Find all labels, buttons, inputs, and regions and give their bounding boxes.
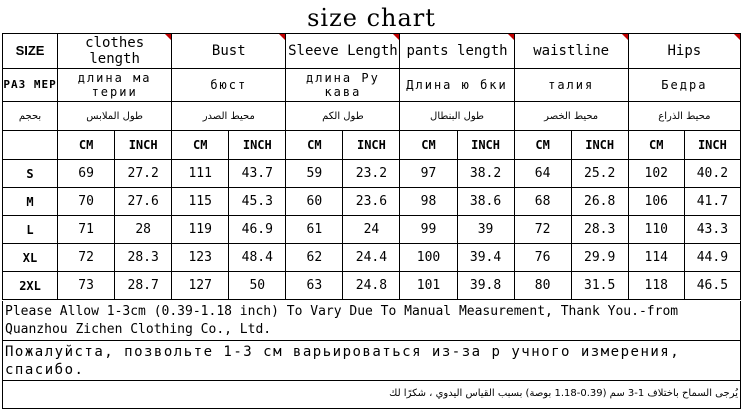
- hips-label: Hips: [667, 43, 702, 59]
- value-cell: 99: [400, 216, 457, 244]
- value-cell: 40.2: [684, 160, 740, 188]
- hips-header: [628, 34, 740, 69]
- size-header: SIZE: [3, 34, 58, 69]
- value-cell: 29.9: [571, 244, 628, 272]
- unit-inch: INCH: [115, 131, 172, 160]
- chart-title: size chart: [307, 4, 436, 32]
- corner-mark: [622, 34, 628, 40]
- value-cell: 46.9: [229, 216, 286, 244]
- value-cell: 38.2: [457, 160, 514, 188]
- value-cell: 71: [58, 216, 115, 244]
- value-cell: 72: [514, 216, 571, 244]
- value-cell: 59: [286, 160, 343, 188]
- value-cell: 98: [400, 188, 457, 216]
- value-cell: 23.6: [343, 188, 400, 216]
- table-row: [3, 160, 741, 188]
- value-cell: 76: [514, 244, 571, 272]
- clothes-length-header-ru: длина ма терии: [58, 69, 172, 102]
- value-cell: 44.9: [684, 244, 740, 272]
- value-cell: 26.8: [571, 188, 628, 216]
- value-cell: 24.8: [343, 272, 400, 300]
- value-cell: 68: [514, 188, 571, 216]
- waistline-label: waistline: [533, 43, 610, 59]
- value-cell: 43.3: [684, 216, 740, 244]
- pants-length-header-ru: Длина ю бки: [400, 69, 514, 102]
- header-row-english: [3, 34, 741, 69]
- pants-length-header-ar: طول البنطال: [400, 102, 514, 131]
- clothes-length-header: [58, 34, 172, 69]
- value-cell: 114: [628, 244, 684, 272]
- size-cell: S: [3, 160, 58, 188]
- header-row-russian: [3, 69, 741, 102]
- unit-row: [3, 131, 741, 160]
- sleeve-length-label: Sleeve Length: [288, 43, 398, 59]
- value-cell: 41.7: [684, 188, 740, 216]
- value-cell: 72: [58, 244, 115, 272]
- value-cell: 80: [514, 272, 571, 300]
- value-cell: 73: [58, 272, 115, 300]
- unit-cm: CM: [628, 131, 684, 160]
- corner-mark: [508, 34, 514, 40]
- clothes-length-header-ar: طول الملابس: [58, 102, 172, 131]
- value-cell: 69: [58, 160, 115, 188]
- unit-blank: [3, 131, 58, 160]
- value-cell: 31.5: [571, 272, 628, 300]
- pants-length-header: [400, 34, 514, 69]
- value-cell: 119: [172, 216, 229, 244]
- note-english: Please Allow 1-3cm (0.39-1.18 inch) To Vary Due To Manual Measurement, Thank You.-from Quanzhou Zichen Clothing Co., Ltd.: [2, 301, 741, 341]
- sleeve-length-header-ru: длина Ру кава: [286, 69, 400, 102]
- size-header-ru: РАЗ МЕР: [3, 69, 58, 102]
- hips-header-ru: Бедра: [628, 69, 740, 102]
- value-cell: 23.2: [343, 160, 400, 188]
- unit-inch: INCH: [229, 131, 286, 160]
- waistline-header-ru: талия: [514, 69, 628, 102]
- value-cell: 101: [400, 272, 457, 300]
- note-russian: Пожалуйста, позвольте 1-3 см варьироваться из-за р учного измерения, спасибо.: [2, 341, 741, 381]
- value-cell: 43.7: [229, 160, 286, 188]
- size-table: [2, 33, 741, 300]
- value-cell: 25.2: [571, 160, 628, 188]
- unit-cm: CM: [172, 131, 229, 160]
- unit-inch: INCH: [457, 131, 514, 160]
- size-cell: XL: [3, 244, 58, 272]
- unit-cm: CM: [286, 131, 343, 160]
- sleeve-length-header-ar: طول الكم: [286, 102, 400, 131]
- table-row: [3, 244, 741, 272]
- value-cell: 24.4: [343, 244, 400, 272]
- unit-cm: CM: [514, 131, 571, 160]
- value-cell: 97: [400, 160, 457, 188]
- value-cell: 28.7: [115, 272, 172, 300]
- table-row: [3, 188, 741, 216]
- bust-header-ar: محيط الصدر: [172, 102, 286, 131]
- value-cell: 118: [628, 272, 684, 300]
- size-cell: M: [3, 188, 58, 216]
- note-arabic: يُرجى السماح باختلاف 1-3 سم (0.39-1.18 بوصة) بسبب القياس اليدوي ، شكرًا لك: [2, 381, 741, 409]
- value-cell: 28.3: [115, 244, 172, 272]
- value-cell: 64: [514, 160, 571, 188]
- size-header-ar: بحجم: [3, 102, 58, 131]
- value-cell: 63: [286, 272, 343, 300]
- corner-mark: [734, 34, 740, 40]
- value-cell: 62: [286, 244, 343, 272]
- unit-cm: CM: [58, 131, 115, 160]
- table-row: [3, 272, 741, 300]
- corner-mark: [279, 34, 285, 40]
- unit-inch: INCH: [343, 131, 400, 160]
- size-rows: [3, 160, 741, 300]
- value-cell: 28.3: [571, 216, 628, 244]
- size-cell: 2XL: [3, 272, 58, 300]
- value-cell: 27.6: [115, 188, 172, 216]
- value-cell: 27.2: [115, 160, 172, 188]
- value-cell: 70: [58, 188, 115, 216]
- value-cell: 45.3: [229, 188, 286, 216]
- corner-mark: [165, 34, 171, 40]
- value-cell: 106: [628, 188, 684, 216]
- value-cell: 28: [115, 216, 172, 244]
- unit-cm: CM: [400, 131, 457, 160]
- value-cell: 50: [229, 272, 286, 300]
- corner-mark: [393, 34, 399, 40]
- value-cell: 60: [286, 188, 343, 216]
- value-cell: 24: [343, 216, 400, 244]
- value-cell: 110: [628, 216, 684, 244]
- waistline-header-ar: محيط الخصر: [514, 102, 628, 131]
- waistline-header: [514, 34, 628, 69]
- unit-inch: INCH: [571, 131, 628, 160]
- value-cell: 39: [457, 216, 514, 244]
- value-cell: 127: [172, 272, 229, 300]
- unit-inch: INCH: [684, 131, 740, 160]
- value-cell: 111: [172, 160, 229, 188]
- value-cell: 100: [400, 244, 457, 272]
- value-cell: 38.6: [457, 188, 514, 216]
- bust-header: [172, 34, 286, 69]
- bust-header-ru: бюст: [172, 69, 286, 102]
- value-cell: 39.8: [457, 272, 514, 300]
- header-row-arabic: [3, 102, 741, 131]
- value-cell: 115: [172, 188, 229, 216]
- size-cell: L: [3, 216, 58, 244]
- clothes-length-label: clothes length: [85, 35, 145, 67]
- value-cell: 39.4: [457, 244, 514, 272]
- value-cell: 46.5: [684, 272, 740, 300]
- table-row: [3, 216, 741, 244]
- bust-label: Bust: [211, 43, 246, 59]
- value-cell: 102: [628, 160, 684, 188]
- value-cell: 61: [286, 216, 343, 244]
- value-cell: 123: [172, 244, 229, 272]
- sleeve-length-header: [286, 34, 400, 69]
- value-cell: 48.4: [229, 244, 286, 272]
- pants-length-label: pants length: [406, 43, 508, 59]
- hips-header-ar: محيط الذراع: [628, 102, 740, 131]
